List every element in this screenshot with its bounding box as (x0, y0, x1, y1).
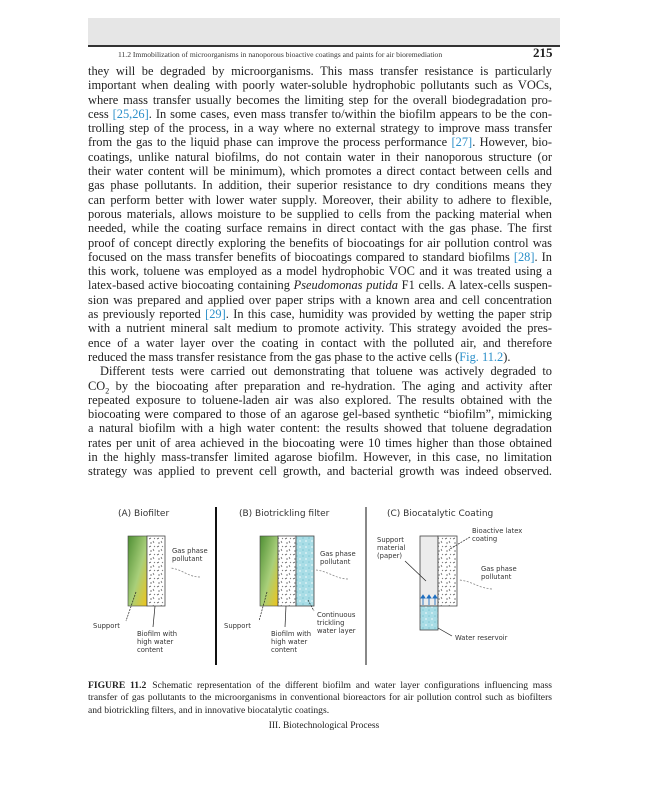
text-run: . However, bio- (472, 135, 553, 150)
figure-label-text: content (271, 646, 298, 654)
figure-label-text: water layer (317, 627, 356, 635)
text-run: latex-based active biocoating containing (88, 278, 294, 293)
text-line (88, 407, 552, 421)
gas-arrow-icon (459, 580, 492, 589)
figure-label: FIGURE 11.2 (88, 680, 147, 691)
figure-label-text: material (377, 544, 406, 552)
gas-arrow-icon (316, 570, 348, 579)
text-line (88, 436, 552, 450)
figure-label-text: Bioactive latex (472, 527, 523, 535)
text-line (88, 193, 552, 207)
text-line (88, 364, 552, 378)
text-run: sion was prepared and applied over paper strips with a known area and cell concentration (88, 292, 552, 307)
text-line (88, 236, 552, 250)
text-run: important when dealing with poorly water-soluble hydrophobic pollutants such as VOCs, (88, 78, 552, 93)
text-run: . In this case, humidity was provided by wetting the paper strip (225, 307, 552, 322)
figure-label-text: Gas phase (320, 550, 356, 558)
text-line (88, 78, 552, 92)
text-run: . In (534, 249, 552, 264)
text-line (88, 207, 552, 221)
text-line (88, 293, 552, 307)
text-run: needed, while the coating surface remains in direct contact with the gas phase. The first (88, 221, 552, 236)
text-run: proof of concept directly exploring the benefits of biocoatings for air pollution control was (88, 235, 552, 250)
body-text (88, 64, 552, 479)
figure-label-text: Gas phase (481, 565, 517, 573)
figure-label-text: Support (377, 536, 404, 544)
citation-link[interactable]: [25,26] (112, 106, 149, 121)
text-run: a natural biofilm with a high water content: the results showed that toluene degradation (88, 421, 552, 436)
figure-label-text: (paper) (377, 552, 403, 560)
text-run: ). (503, 349, 511, 364)
text-run: strategy was applied to prevent cell growth, and bacterial growth was indeed observed. (88, 464, 552, 479)
text-line (88, 164, 552, 178)
text-run: gas phase pollutants. In addition, their superior resistance to dry conditions means they (88, 178, 552, 193)
text-run: with a nutrient mineral salt medium to promote activity. This strategy avoided the pres- (88, 321, 552, 336)
figure-11-2 (88, 497, 560, 667)
gas-arrow-icon (170, 568, 200, 577)
text-run: this work, toluene was employed as a model hydrophobic VOC and it was treated using a (88, 264, 552, 279)
text-run: by the biocoating after preparation and re-hydration. The aging and activity after (109, 378, 552, 393)
citation-link[interactable]: Fig. 11.2 (459, 349, 504, 364)
figure-label-text: high water (271, 638, 308, 646)
text-run: Different tests were carried out demonstrating that toluene was actively degraded to (100, 364, 552, 379)
panel-b-title: (B) Biotrickling filter (239, 509, 330, 519)
text-run: F1 cells. A latex-cells suspen- (397, 278, 552, 293)
text-run: cess (88, 106, 113, 121)
figure-label-text: pollutant (172, 555, 203, 563)
citation-link[interactable]: [28] (513, 249, 535, 264)
text-line (88, 107, 552, 121)
text-run: in the highly mass-transfer limited agarose biofilm. However, in this case, no limitation (88, 450, 552, 465)
text-line (88, 150, 552, 164)
citation-link[interactable]: [27] (451, 135, 473, 150)
support-layer (128, 536, 147, 606)
text-run: can perform better with lower water supply. Moreover, their ability to adhere to flexible, (88, 192, 552, 207)
text-line (88, 450, 552, 464)
text-run: biocoating were compared to those of an agarose gel-based synthetic “biofilm”, mimicking (88, 407, 552, 422)
biofilm-layer (278, 536, 296, 606)
water-reservoir (420, 606, 438, 630)
text-line (88, 350, 552, 364)
figure-label-text: Biofilm with (137, 630, 178, 638)
text-run: their water content will be minimum), which promotes a direct contact between cells and (88, 164, 552, 179)
text-line (88, 135, 552, 149)
text-line (88, 307, 552, 321)
text-line (88, 178, 552, 192)
text-run: 2 (105, 386, 110, 395)
footer-section-title: III. Biotechnological Process (268, 721, 380, 731)
figure-label-text: Water reservoir (455, 634, 508, 642)
text-line (88, 264, 552, 278)
text-run: focused on the mass transfer benefits of biocoatings compared to standard biofilms (88, 249, 514, 264)
text-run: where mass transfer usually becomes the limiting step for the overall biodegradation pro- (88, 92, 552, 107)
panel-c-title: (C) Biocatalytic Coating (387, 509, 494, 519)
caption-text: Schematic representation of the different biofilm and water layer configurations influencing mass transfer of gas pollutants to the microorganisms in conventional bioreactors for air pollution control such as biofilters and biotrickling filters, and in innovative biocatalytic coatings. (88, 680, 552, 716)
text-line (88, 379, 552, 393)
citation-link[interactable]: [29] (205, 307, 226, 322)
figure-label-text: trickling (317, 619, 345, 627)
text-run: coatings, unlike natural biofilms, do not contain water in their nanoporous structure (or (88, 149, 552, 164)
text-run: trolling step of the process, in a way where no external strategy to improve mass transfer (88, 121, 552, 136)
page-number: 215 (533, 45, 553, 60)
panel-b-biotrickling-filter (224, 509, 356, 654)
header-band (88, 18, 560, 47)
text-line (88, 321, 552, 335)
text-run: they will be degraded by microorganisms. This mass transfer resistance is particularly (88, 64, 552, 78)
text-line (88, 336, 552, 350)
text-run: CO (88, 378, 106, 393)
text-line (88, 278, 552, 292)
text-run: repeated exposure to toluene-laden air was also explored. The results obtained with the (88, 392, 552, 407)
figure-label-text: Continuous (317, 611, 356, 619)
figure-label-text: pollutant (481, 573, 512, 581)
text-line (88, 393, 552, 407)
capillary-arrows-icon (421, 595, 437, 605)
figure-label-text: coating (472, 535, 498, 543)
figure-label-text: Biofilm with (271, 630, 312, 638)
running-title: 11.2 Immobilization of microorganisms in nanoporous bioactive coatings and paints for air bioremediation (118, 50, 443, 59)
text-run: as previously reported (88, 307, 206, 322)
support-label: Support (224, 622, 251, 630)
text-line (88, 93, 552, 107)
figure-caption (88, 680, 552, 717)
support-label: Support (93, 622, 120, 630)
text-run: reduced the mass transfer resistance from the gas phase to the active cells ( (88, 349, 460, 364)
text-run: rates per unit of area achieved in the biocoating were 10 times higher than those obtained (88, 435, 552, 450)
text-line (88, 421, 552, 435)
figure-label-text: Gas phase (172, 547, 208, 555)
figure-label-text: content (137, 646, 164, 654)
text-run: from the gas to the liquid phase can improve the process performance (88, 135, 452, 150)
water-layer (296, 536, 314, 606)
text-line (88, 64, 552, 78)
text-run: porous materials, allows moisture to be supplied to cells from the packing material when (88, 206, 552, 221)
text-line (88, 464, 552, 478)
text-line (88, 250, 552, 264)
figure-label-text: pollutant (320, 558, 351, 566)
panel-a-biofilter (93, 509, 208, 654)
text-run: . In some cases, even mass transfer to/within the biofilm appears to be the con- (148, 106, 552, 121)
text-run: ence of a water layer over the coating in contact with the polluted air, and therefore (88, 335, 552, 350)
text-line (88, 121, 552, 135)
species-name: Pseudomonas putida (293, 278, 398, 293)
panel-c-biocatalytic-coating (377, 509, 522, 642)
support-layer (260, 536, 278, 606)
biofilm-layer (147, 536, 165, 606)
figure-label-text: high water (137, 638, 174, 646)
panel-a-title: (A) Biofilter (118, 509, 170, 519)
text-line (88, 221, 552, 235)
